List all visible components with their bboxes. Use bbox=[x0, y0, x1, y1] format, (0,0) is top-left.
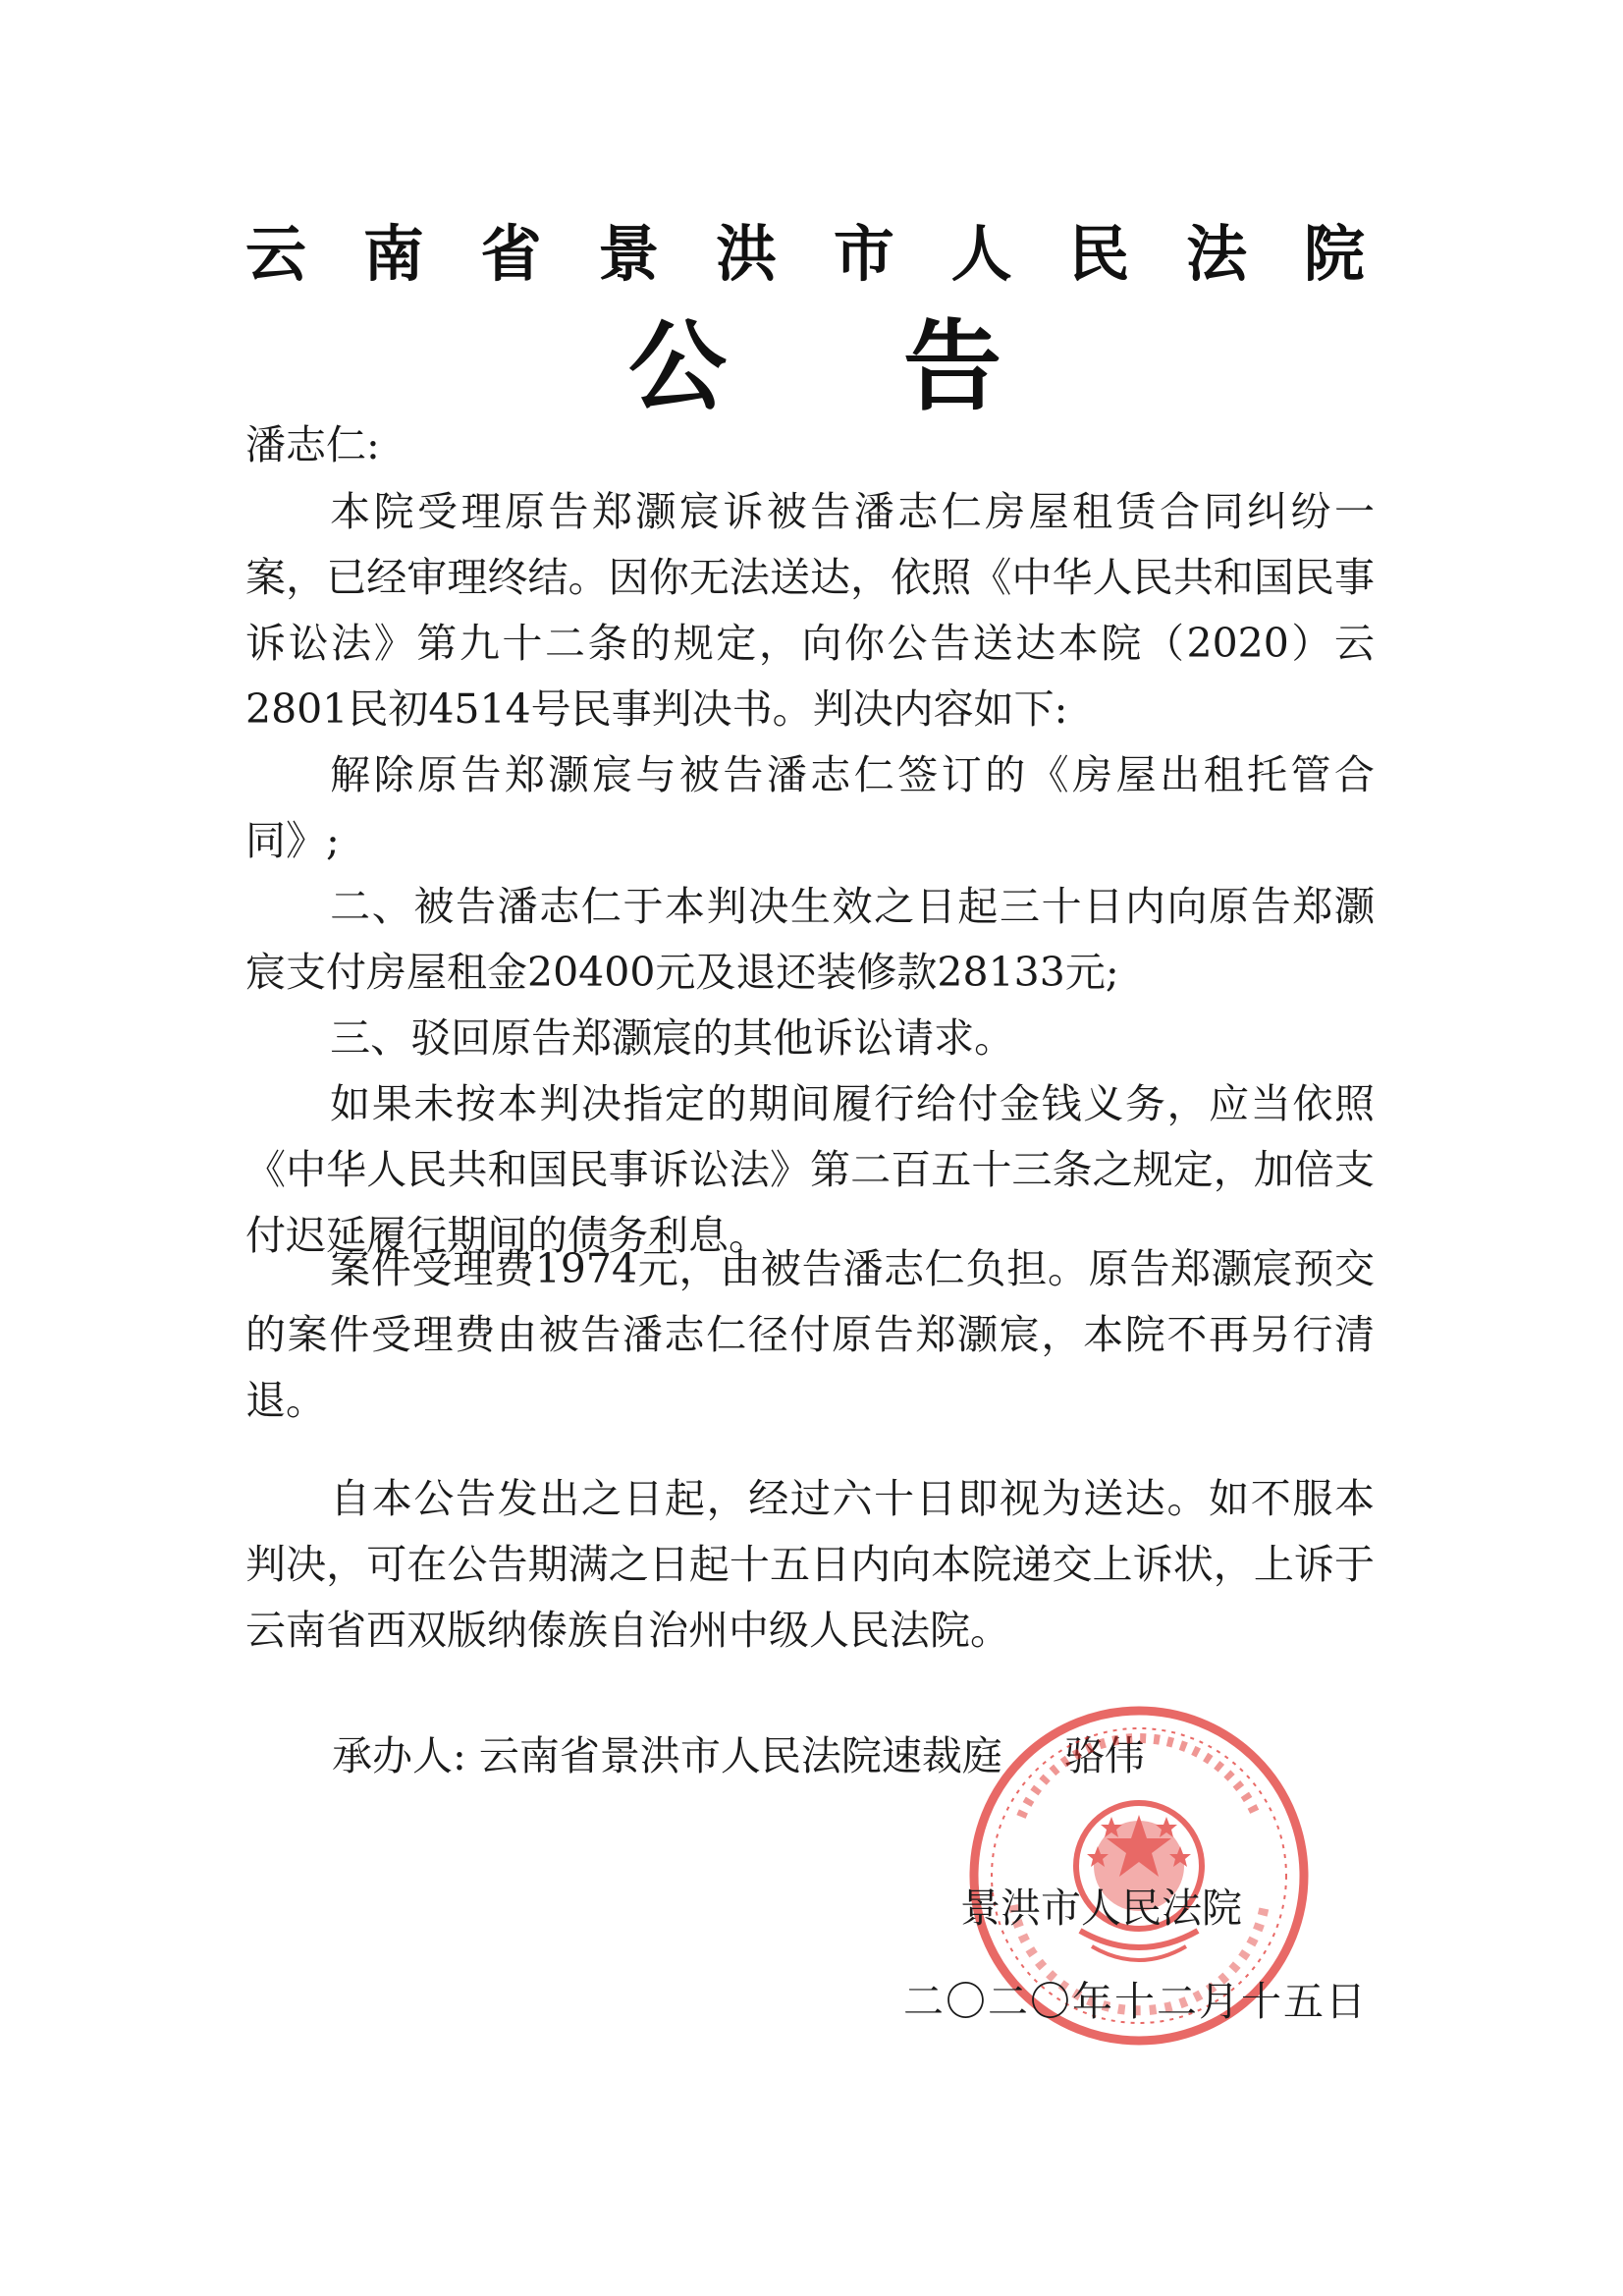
issue-date: 二〇二〇年十二月十五日 bbox=[903, 1978, 1368, 2025]
paragraph-case-fee: 案件受理费1974元，由被告潘志仁负担。原告郑灏宸预交的案件受理费由被告潘志仁径付原告郑灏宸，本院不再另行清退。 bbox=[245, 1245, 1375, 1424]
court-name-char: 省 bbox=[480, 217, 542, 290]
handler-unit: 云南省景洪市人民法院速裁庭 bbox=[478, 1732, 1002, 1779]
paragraph-judgment-item-3: 三、驳回原告郑灏宸的其他诉讼请求。 bbox=[330, 1014, 1015, 1062]
paragraph-judgment-item-1: 解除原告郑灏宸与被告潘志仁签订的《房屋出租托管合同》; bbox=[245, 751, 1375, 864]
paragraph-service-and-appeal: 自本公告发出之日起，经过六十日即视为送达。如不服本判决，可在公告期满之日起十五日内向本院递交上诉状，上诉于云南省西双版纳傣族自治州中级人民法院。 bbox=[245, 1475, 1375, 1654]
paragraph-case-intro: 本院受理原告郑灏宸诉被告潘志仁房屋租赁合同纠纷一案，已经审理终结。因你无法送达，依照《中华人民共和国民事诉讼法》第九十二条的规定，向你公告送达本院（2020）云2801民初4514号民事判决书。判决内容如下: bbox=[245, 488, 1375, 733]
court-name-char: 人 bbox=[950, 217, 1012, 290]
paragraph-payment-obligation: 如果未按本判决指定的期间履行给付金钱义务，应当依照《中华人民共和国民事诉讼法》第二百五十三条之规定，加倍支付迟延履行期间的债务利息。 bbox=[245, 1080, 1375, 1259]
court-name-char: 南 bbox=[362, 217, 424, 290]
court-name-char: 云 bbox=[245, 217, 307, 290]
notice-title-char: 告 bbox=[903, 309, 1001, 424]
addressee: 潘志仁: bbox=[245, 421, 380, 468]
court-name-char: 市 bbox=[833, 217, 894, 290]
court-name-heading bbox=[245, 204, 1365, 293]
handler-line bbox=[332, 1723, 1314, 1789]
court-name-char: 景 bbox=[598, 217, 660, 290]
handler-name: 骆伟 bbox=[1063, 1732, 1145, 1779]
notice-title bbox=[628, 295, 1001, 422]
handler-label: 承办人: bbox=[332, 1732, 466, 1779]
court-name-char: 洪 bbox=[716, 217, 778, 290]
court-name-char: 民 bbox=[1068, 217, 1130, 290]
notice-title-char: 公 bbox=[628, 309, 727, 424]
paragraph-judgment-item-2: 二、被告潘志仁于本判决生效之日起三十日内向原告郑灏宸支付房屋租金20400元及退还装修款28133元; bbox=[245, 883, 1375, 996]
court-name-char: 法 bbox=[1186, 217, 1248, 290]
court-name-char: 院 bbox=[1303, 217, 1365, 290]
court-signature: 景洪市人民法院 bbox=[960, 1885, 1242, 1932]
